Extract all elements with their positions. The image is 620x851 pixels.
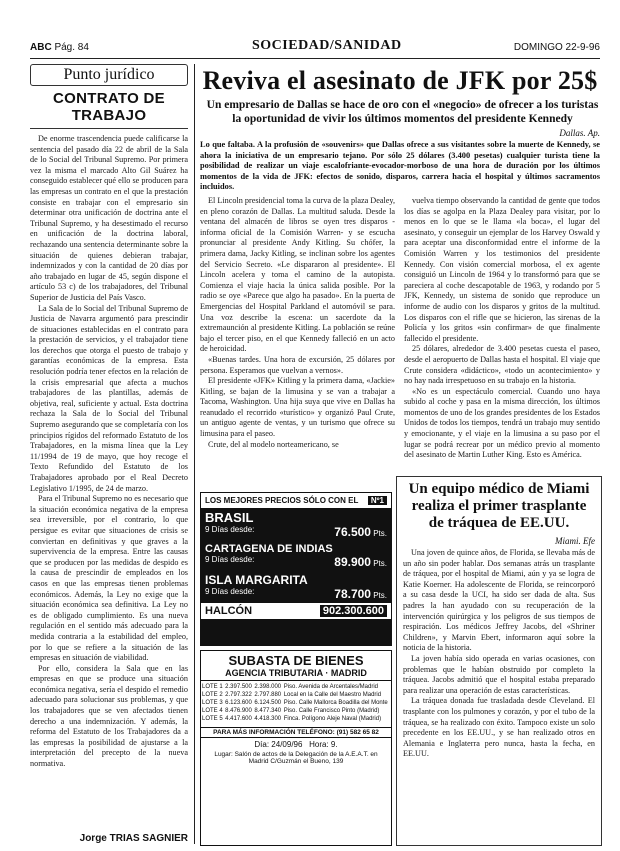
legal-column [30, 64, 188, 844]
column-body [30, 134, 188, 846]
section-title: SOCIEDAD/SANIDAD [252, 38, 402, 53]
offer: ISLA MARGARITA 9 Días desde: 78.700 Pts. [205, 573, 387, 601]
paragraph: La Sala de lo Social del Tribunal Supremo de Justicia de Navarra argumentó para prescindir de situaciones establecidas en el contrato para la prestación de servicios, y el trabajador tiene los derechos que otorga el puesto de trabajo y garantías económicas de la empresa. Esta resolución podría tener efectos en la relación de la crisis empresarial que afecta a muchos trabajadores de las plantillas, además de objetiva, real, suficiente y actual. Esta doctrina rechaza la Sala de lo Social del Tribunal Supremo asegurando que se completaría con los principios rígidos del reformado Estatuto de los Trabajadores, en la misma línea que la Ley 11/1994 de 19 de mayo, que hoy recoge el Texto Refundido del Estatuto de los Trabajadores aprobado por el Real Decreto Legislativo 1/1995, de 24 de marzo. [30, 303, 188, 493]
column-kicker: Punto jurídico [30, 64, 188, 86]
paragraph: Para el Tribunal Supremo no es necesario que la situación económica negativa de la empresa sea irreversible, por el contrario, lo que persigue es evitar que situaciones de crisis se conviertan en definitivas y que graves a la supervivencia de la empresa. Entre las causas que se producen por las medidas de despido es la causa de prescindir de empleados en los casos en que las empresas tienen problemas económicos. Además, la Ley no exige que la situación económica sea definitiva. La Ley no es de obligado cumplimiento. Es una nueva regulación en el sentido más adecuado para la medida contraria a la estabilidad del empleo, por lo que se refiere a la situación de las empresas en situación de viabilidad. [30, 494, 188, 663]
paragraph: De enorme trascendencia puede calificarse la sentencia del pasado día 22 de abril de la Sala de lo Social del Tribunal Supremo. Por primera vez la misma el marcado Alto Gil Suárez ha conseguido establecer qué ello se producen para las empresas un contrato en el que la prestación consiste en trabajar con el empresario sin determinar otra unificación de doctrina ante el Tribunal Supremo, y ha desestimado el recurso en unificación de la doctrina laboral, rechazando una sentencia determinante sobre la situación de quienes debieran trabajar, indemnizados y con la cantidad de 20 días por año trabajado en lugar de 45, según dispone el artículo 53 c) de los trabajadores, del Tribunal Superior de Justicia del País Vasco. [30, 134, 188, 302]
auction-ad [200, 650, 392, 846]
side-body [397, 546, 601, 830]
paragraph: «No es un espectáculo comercial. Cuando uno haya subido al coche y pasa en la misma dirección, los últimos momentos de uno de los grandes presidentes de los Estados Unidos de todos los tiempos, tendrá un trabajo muy sentido y emocionante, y el viaje en la limusina a su paso por el lugar se podrá recrear por un médico previo al momento del asesinato de Martin Luther King. Esto es América. [404, 386, 600, 460]
auction-table [201, 683, 391, 723]
ad-header: LOS MEJORES PRECIOS SÓLO CON EL Nº1 [201, 493, 391, 508]
main-col-2 [404, 196, 600, 470]
main-headline: Reviva el asesinato de JFK por 25$ [202, 66, 598, 95]
auction-subtitle: AGENCIA TRIBUTARIA · MADRID [201, 668, 391, 681]
table-row: LOTE 2 2.797.322 2.797.880 Local en la Calle del Maestro Madrid [202, 692, 382, 698]
column-title: CONTRATO DE TRABAJO [30, 90, 188, 129]
paragraph: Por ello, considera la Sala que en las empresas en que se produce una situación económica negativa, sería el despido el remedio adecuado para solucionar sus problemas, y que los trabajadores que se ven afectados tienen derecho a una indemnización. Y además, la reforma del Estatuto de los Trabajadores da a las empresas la posibilidad de ajustarse a la interpretación del precepto de la nueva normativa. [30, 663, 188, 769]
signature: Jorge TRIAS SAGNIER [79, 833, 188, 844]
paragraph: El Lincoln presidencial toma la curva de la plaza Dealey, en pleno corazón de Dallas. La multitud saluda. Desde la ventana del almacén de libros se oyen tres disparos -informa oficial de la Comisión Warren- y se escucha pronunciar al presidente Andy Kitling. Su chófer, la primera dama, Jacky Kitling, se inclinan sobre los agentes del Servicio Secreto. «Le dispararon al presidente». El Lincoln acelera y toma el camino de la autopista. Comienza el viaje hacia la única salida posible. Por la radio se oye «Parece que algo ha pasado». En la puerta de Emergencias del Hospital Parkland el automóvil se para. Una voz describe la escena: un sacerdote da la extremaunción al presidente Kitling. La población se reúne bajo el tercer piso, en el que Kennedy falleció en un acto de heroicidad. [200, 196, 395, 354]
table-row: LOTE 4 8.476.900 8.477.340 Piso. Calle Francisco Pinto (Madrid) [202, 708, 380, 714]
travel-ad [200, 492, 392, 646]
auction-place: Lugar: Salón de actos de la Delegación de la A.E.A.T. en Madrid C/Guzmán el Bueno, 139 [214, 751, 378, 765]
paragraph: 25 dólares, alrededor de 3.400 pesetas cuesta el paseo, desde el aeropuerto de Dallas hasta el hospital. El viaje que Crute considera «didáctico», «todo un acontecimiento» y no hay nada irrespetuoso en su trabajo en la historia. [404, 344, 600, 386]
table-row: LOTE 3 6.123.600 6.124.500 Piso. Calle Mallorca Boadilla del Monte [202, 700, 388, 706]
main-lead: Lo que faltaba. A la profusión de «souvenirs» que Dallas ofrece a sus visitantes sobre la muerte de Kennedy, se ahora la iniciativa de un empresario tejano. Por sólo 25 dólares (3.400 pesetas) cualquier turista tiene la posibilidad de realizar un viaje escalofriante-evocador-morboso de una hora de duración por los últimos momentos de la vida de JFK: efectos de sonido, disparos, carrera hacia el hospital y últimos sacramentos incluidos. [200, 140, 600, 192]
side-article [396, 476, 602, 846]
offer: BRASIL 9 Días desde: 76.500 Pts. [205, 510, 387, 539]
brand-logo: HALCÓN [205, 605, 253, 617]
paragraph: vuelva tiempo observando la cantidad de gente que todos los días se agolpa en la Plaza Dealey para visitar, por lo menos en lo que se le llama «la boca», el lugar del asesinato, y conseguir un ejemplar de los Harvey Oswald y para aceptar una disconformidad entre el informe de la Comisión Warren y los testimonios del presidente Kennedy. Con visión comercial morbosa, el ex agente consiguió un Lincoln de 1964 y lo transformó para que se pareciera al coche descapotable de 1963, y rodando por 5 JFK, Kennedy, un sistema de sonido que reproduce un informe de audio con los disparos y gritos de la multitud. Los disparos con el rifle que se hicieron, las sirenas de la Policía y los gritos «sin confirmar» de que finalmente fallecido el presidente. [404, 196, 600, 343]
ad-logo: Nº1 [368, 496, 387, 505]
page-header [30, 38, 600, 59]
side-credit: Miami. Efe [555, 536, 595, 546]
auction-title: SUBASTA DE BIENES [228, 653, 364, 668]
column-divider [194, 64, 195, 844]
auction-info: PARA MÁS INFORMACIÓN TELÉFONO: (91) 582 65 82 [201, 727, 391, 738]
table-row: LOTE 1 2.397.500 2.398.000 Piso. Avenida de Arcentales/Madrid [202, 684, 378, 690]
ad-footer [201, 603, 391, 619]
offer: CARTAGENA DE INDIAS 9 Días desde: 89.900 Pts. [205, 543, 387, 569]
paragraph: El presidente «JFK» Kitling y la primera dama, «Jackie» Kitling, se bajan de la limusina y se van a trabajar a Tacoma, Washington. Una hija suya que vive en Dallas ha reanudado el recorrido «turístico» y organizó Paul Crute, un antiguo agente de ventas, y un turismo que ofrece su limusina para el paseo. [200, 376, 395, 439]
page-folio: ABC Pág. 84 [30, 42, 89, 53]
page-date: DOMINGO 22-9-96 [513, 42, 600, 53]
table-row: LOTE 5 4.417.600 4.418.300 Finca. Polígono Aleje Naval (Madrid) [202, 716, 382, 722]
auction-date: Día: 24/09/96 Hora: 9. [254, 740, 338, 749]
main-subhead: Un empresario de Dallas se hace de oro con el «negocio» de ofrecer a los turistas la oportunidad de vivir los últimos momentos del presidente Kennedy [206, 99, 599, 125]
side-headline: Un equipo médico de Miami realiza el primer trasplante de tráquea de EE.UU. [408, 481, 590, 531]
paragraph: La tráquea donada fue trasladada desde Cleveland. El trasplante con los pulmones y corazón, y por el tubo de la tráquea, se ha realizado con éxito. Tampoco existe un solo precedente en los EE.UU., y se han realizado otros en Alemania e Inglaterra pero nunca, hasta la fecha, en EE.UU. [403, 696, 595, 759]
paragraph: Una joven de quince años, de Florida, se llevaba más de un año sin poder hablar. Dos semanas atrás un trasplante de tráquea, por el hospital de Miami, aún y ya se logra de Katie Koerner. Ha adolescente de Florida, se reincorporó a su casa desde la UCI, ha sido ser dada de alta. Sus padres la han ayudado con su recuperación de la intervención quirúrgica y los peligros de sus tiempos de respiración. Los médicos Jeffrey Jacobs, del «Shriner Children», y Marvin Ebert, informaron aquí sobre la noticia de la historia. [403, 548, 595, 653]
main-col-1 [200, 196, 395, 488]
paragraph: La joven había sido operada en varias ocasiones, con problemas que le habían obstruido por completo la tráquea. Jacobs admitió que el hospital estaba preparado para realizar una operación de estas características. [403, 653, 595, 695]
main-credit: Dallas. Ap. [559, 128, 600, 138]
paragraph: Crute, del al modelo norteamericano, se [208, 439, 339, 449]
paragraph: «Buenas tardes. Una hora de excursión, 25 dólares por persona. Esperamos que vuelvan a vernos». [200, 354, 395, 375]
ad-phone: 902.300.600 [320, 605, 387, 617]
